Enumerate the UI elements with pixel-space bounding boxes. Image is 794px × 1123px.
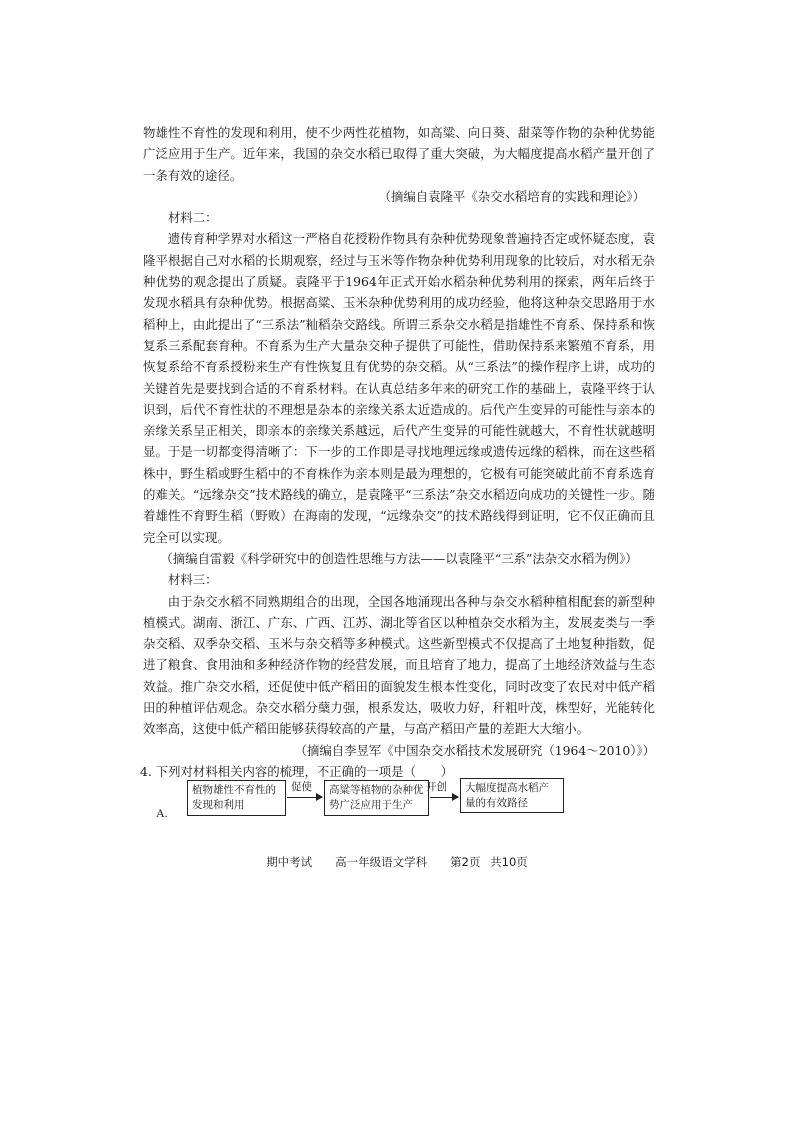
material1-source: （摘编自袁隆平《杂交水稻培育的实践和理论》） (378, 188, 645, 204)
material3-source: （摘编自李昱军《中国杂交水稻技术发展研究（1964～2010）》） (294, 742, 655, 758)
flow-box-1: 植物雄性不育性的发现和利用 (187, 780, 286, 816)
material2-paragraph: 遗传育种学界对水稻这一严格自花授粉作物具有杂种优势现象普遍持否定或怀疑态度，袁隆平根据自己对水稻的长期观察，经过与玉米等作物杂种优势利用现象的比较后，对水稻无杂种优势的观念提出了质疑。袁隆平于1964年正式开始水稻杂种优势利用的探索，两年后终于发现水稻具有杂种优势。根据高粱、玉米杂种优势利用的成功经验，他将这种杂交思路用于水稻种上，由此提出了“三系法”籼稻杂交路线。所谓三系杂交水稻是指雄性不育系、保持系和恢复系三系配套育种。不育系为生产大量杂交种子提供了可能性，借助保持系来繁殖不育系，用恢复系给不育系授粉来生产有性恢复且有优势的杂交稻。从“三系法”的操作程序上讲，成功的关键首先是要找到合适的不育系材料。在认真总结多年来的研究工作的基础上，袁隆平终于认识到，后代不育性状的不理想是杂本的亲缘关系太近造成的。后代产生变异的可能性与亲本的亲缘关系呈正相关，即亲本的亲缘关系越远，后代产生变异的可能性就越大，不育性状就越明显。于是一切都变得清晰了：下一步的工作即是寻找地理远缘或遗传远缘的稻株，而在这些稻株中，野生稻或野生稻中的不育株作为亲本则是最为理想的，它极有可能突破此前不育系选育的难关。“远缘杂交”技术路线的确立，是袁隆平“三系法”杂交水稻迈向成功的关键性一步。随着雄性不育野生稻（野败）在海南的发现，“远缘杂交”的技术路线得到证明，它不仅正确而且完全可以实现。 (143, 231, 655, 545)
flow-arrow-1-label: 促使 (291, 781, 312, 793)
question-4: 4. 下列对材料相关内容的梳理，不正确的一项是（ ） (140, 763, 454, 779)
option-a-label: A. (156, 806, 168, 820)
flow-box-3: 大幅度提高水稻产量的有效路径 (460, 778, 564, 813)
flow-arrow-2 (430, 797, 458, 798)
flow-arrow-1 (287, 797, 322, 798)
document-body (140, 122, 655, 782)
material3-paragraph: 由于杂交水稻不同熟期组合的出现，全国各地涌现出各种与杂交水稻种植相配套的新型种植模式。湖南、浙江、广东、广西、江苏、湖北等省区以种植杂交水稻为主，发展麦类与一季杂交稻、双季杂交稻、玉米与杂交稻等多种模式。这些新型模式不仅提高了土地复种指数，促进了粮食、食用油和多种经济作物的经营发展，而且培育了地力，提高了土地经济效益与生态效益。推广杂交水稻，还促使中低产稻田的面貌发生根本性变化，同时改变了农民对中低产稻田的种植评估观念。杂交水稻分蘖力强，根系发达，吸收力好，秆粗叶茂，株型好，光能转化效率高，这使中低产稻田能够获得较高的产量，与高产稻田产量的差距大大缩小。 (143, 593, 655, 737)
material1-paragraph: 物雄性不育性的发现和利用，使不少两性花植物，如高粱、向日葵、甜菜等作物的杂种优势能广泛应用于生产。近年来，我国的杂交水稻已取得了重大突破，为大幅度提高水稻产量开创了一条有效的途径。 (143, 125, 655, 183)
flow-arrow-2-label: 开创 (426, 781, 447, 793)
page-footer: 期中考试 高一年级语文学科 第2页 共10页 (266, 855, 528, 869)
material2-source: （摘编自雷毅《科学研究中的创造性思维与方法——以袁隆平“三系”法杂交水稻为例》） (160, 550, 638, 566)
flowchart (187, 778, 607, 818)
material3-heading: 材料三： (168, 572, 218, 588)
material2-heading: 材料二： (168, 210, 218, 226)
flow-box-2: 高粱等植物的杂种优势广泛应用于生产 (324, 780, 429, 816)
